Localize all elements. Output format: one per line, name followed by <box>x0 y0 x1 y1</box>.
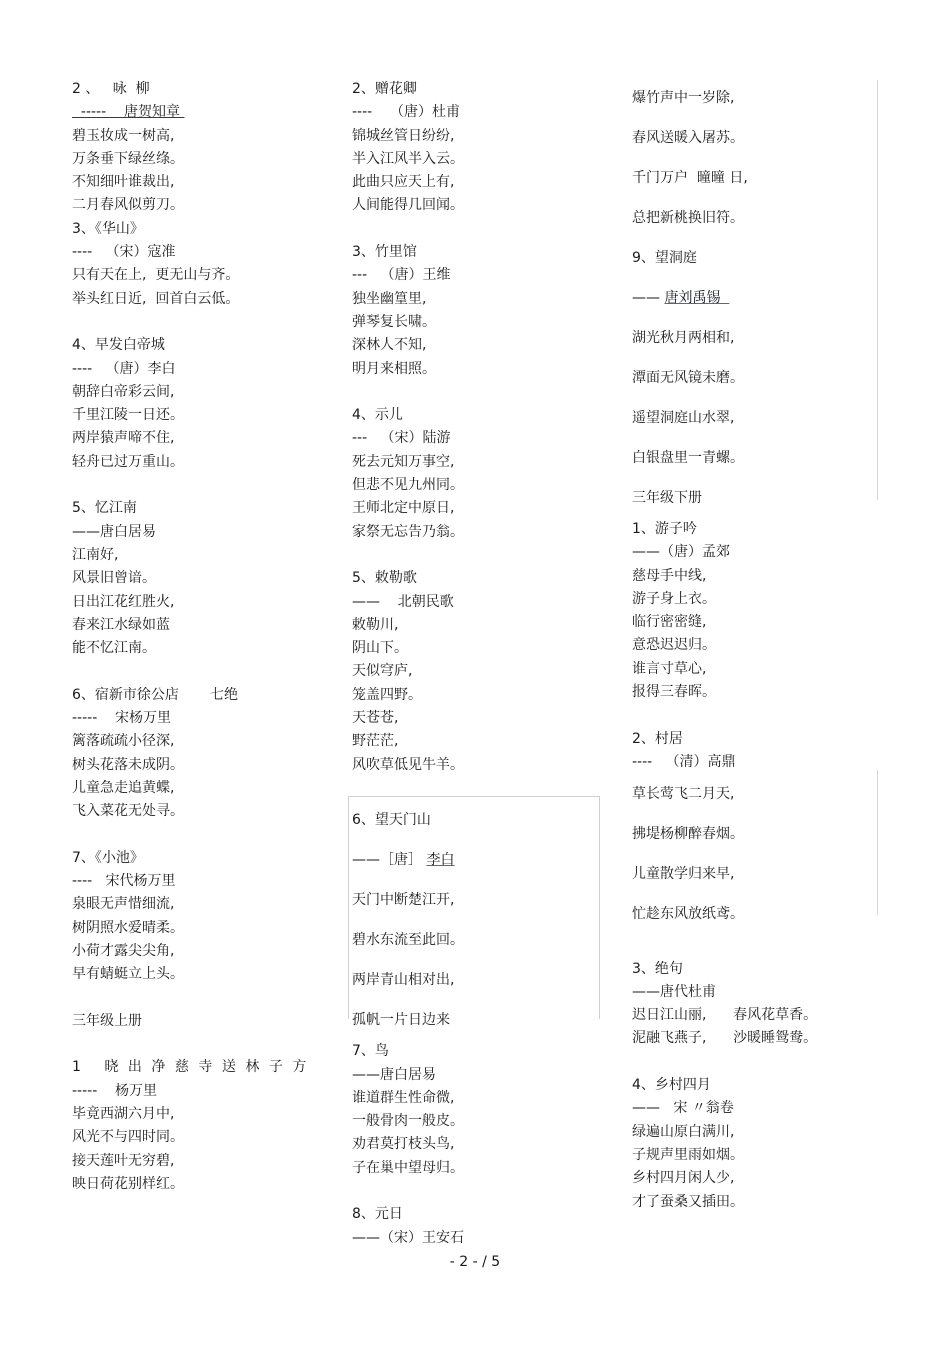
line-text: 4、早发白帝城 <box>72 337 165 354</box>
poem-line <box>352 427 597 450</box>
poem-line <box>632 1167 872 1190</box>
line-text: 6、望天门山 <box>352 812 431 829</box>
poem-line <box>352 1110 597 1133</box>
poem-line <box>632 1027 872 1050</box>
line-text: 湖光秋月两相和, <box>632 330 735 346</box>
poem-line <box>72 707 327 730</box>
poem-line <box>72 194 327 217</box>
line-text: 能不忆江南。 <box>72 640 156 657</box>
poem-line <box>352 497 597 520</box>
line-text: 3、绝句 <box>632 960 683 977</box>
poem-line <box>632 1004 872 1027</box>
line-text: 万条垂下绿丝绦。 <box>72 150 184 167</box>
blank-line <box>632 1051 872 1074</box>
poem-line <box>632 1074 872 1097</box>
poem-line <box>72 404 327 427</box>
line-text: 遥望洞庭山水翠, <box>632 410 735 426</box>
line-text: 春来江水绿如蓝 <box>72 616 170 633</box>
poem-line <box>352 730 597 753</box>
line-text: 阴山下。 <box>352 640 408 657</box>
line-text: 千里江陵一日还。 <box>72 407 184 424</box>
poem-line <box>72 800 327 823</box>
poem-line <box>352 125 597 148</box>
poem-line <box>72 1080 327 1103</box>
line-text: 5、忆江南 <box>72 500 137 517</box>
poem-line <box>72 1103 327 1126</box>
line-text: 谁言寸草心, <box>632 660 707 677</box>
blank-line <box>72 311 327 334</box>
poem-line <box>632 1191 872 1214</box>
blank-line <box>352 381 597 404</box>
poem-line <box>632 478 872 518</box>
poem-line <box>632 611 872 634</box>
line-text: 江南好, <box>72 546 119 563</box>
line-text: 但悲不见九州同。 <box>352 477 464 494</box>
poem-line <box>632 814 872 854</box>
line-text: —— <box>632 290 665 306</box>
poem-line <box>632 78 872 118</box>
blank-line <box>72 660 327 683</box>
poem-line <box>632 958 872 981</box>
line-text: 不知细叶谁裁出, <box>72 174 175 191</box>
poem-line <box>352 1133 597 1156</box>
line-text: 死去元知万事空, <box>352 453 455 470</box>
line-text: 子在巢中望母归。 <box>352 1159 464 1176</box>
line-text: 笼盖四野。 <box>352 686 422 703</box>
poem-line <box>632 158 872 198</box>
line-text: ---- （唐）杜甫 <box>352 104 461 121</box>
line-text: ——唐代杜甫 <box>632 983 716 1000</box>
poem-line <box>632 981 872 1004</box>
line-text: 3、竹里馆 <box>352 244 417 261</box>
line-text: 儿童散学归来早, <box>632 866 735 883</box>
poem-line <box>72 1010 327 1033</box>
line-text: 树头花落未成阴。 <box>72 756 184 773</box>
line-text: ——唐白居易 <box>352 1066 436 1083</box>
poem-line <box>72 427 327 450</box>
poem-line <box>632 438 872 478</box>
line-text: 两岸青山相对出, <box>352 972 455 989</box>
poem-line <box>632 728 872 751</box>
blank-line <box>72 1033 327 1056</box>
line-text: 风景旧曾谙。 <box>72 570 156 587</box>
poem-line <box>72 171 327 194</box>
poem-line <box>72 334 327 357</box>
blank-line <box>352 218 597 241</box>
line-text: 天苍苍, <box>352 710 399 727</box>
blank-line <box>72 824 327 847</box>
line-text: 敕勒川, <box>352 616 399 633</box>
line-text: 3、《华山》 <box>72 220 144 237</box>
poem-line <box>72 381 327 404</box>
poem-line <box>632 198 872 238</box>
poem-line <box>72 125 327 148</box>
poem-line <box>72 591 327 614</box>
poem-line <box>632 681 872 704</box>
poem-line <box>72 1126 327 1149</box>
line-text: 日出江花红胜火, <box>72 593 175 610</box>
poem-line <box>352 171 597 194</box>
poem-line <box>72 684 327 707</box>
table-border-right-upper <box>877 80 878 500</box>
poem-line <box>632 774 872 814</box>
line-text: 风吹草低见牛羊。 <box>352 756 464 773</box>
poem-line <box>352 591 597 614</box>
poem-line <box>72 754 327 777</box>
line-text: ----- 宋杨万里 <box>72 710 172 727</box>
line-text: ---- （清）高鼎 <box>632 753 736 770</box>
line-text: ----- 唐贺知章 <box>72 104 185 121</box>
line-text: 树阴照水爱晴柔。 <box>72 919 184 936</box>
poem-line <box>352 754 597 777</box>
blank-line <box>72 474 327 497</box>
poem-line <box>72 264 327 287</box>
line-text: 毕竟西湖六月中, <box>72 1106 175 1123</box>
poem-line <box>72 78 327 101</box>
line-text: ---- （唐）李白 <box>72 360 176 377</box>
line-text: ---- （宋）寇准 <box>72 244 176 261</box>
line-text: --- （宋）陆游 <box>352 430 451 447</box>
poem-line <box>72 1173 327 1196</box>
line-text: 6、宿新市徐公店 七绝 <box>72 686 239 703</box>
line-text: 5、敕勒歌 <box>352 570 417 587</box>
line-text: 风光不与四时同。 <box>72 1129 184 1146</box>
column-middle <box>352 78 597 1250</box>
poem-line <box>352 637 597 660</box>
line-text: 人间能得几回闻。 <box>352 197 464 214</box>
poem-line <box>352 451 597 474</box>
line-text: 映日荷花别样红。 <box>72 1175 184 1192</box>
line-text: 儿童急走追黄蝶, <box>72 779 175 796</box>
line-text: 潭面无风镜未磨。 <box>632 370 744 386</box>
poem-line <box>72 847 327 870</box>
line-text: —— 宋 〃翁卷 <box>632 1100 734 1117</box>
line-text: 忙趁东风放纸鸢。 <box>632 906 744 923</box>
line-text: 三年级下册 <box>632 490 702 506</box>
blank-line <box>352 544 597 567</box>
line-text: 天似穹庐, <box>352 663 413 680</box>
line-text: 慈母手中线, <box>632 567 707 584</box>
poem-line <box>632 894 872 934</box>
line-text: 篱落疏疏小径深, <box>72 733 175 750</box>
line-text: 二月春风似剪刀。 <box>72 197 184 214</box>
poem-line <box>72 451 327 474</box>
poem-line <box>72 893 327 916</box>
poem-line <box>632 518 872 541</box>
poem-line <box>72 614 327 637</box>
line-text: 两岸猿声啼不住, <box>72 430 175 447</box>
line-text: 轻舟已过万重山。 <box>72 453 184 470</box>
poem-line <box>352 567 597 590</box>
poem-line <box>632 565 872 588</box>
poem-line <box>352 521 597 544</box>
blank-line <box>72 987 327 1010</box>
line-text: 天门中断楚江开, <box>352 892 455 909</box>
poem-line <box>72 497 327 520</box>
line-text: 早有蜻蜓立上头。 <box>72 966 184 983</box>
poem-line <box>72 963 327 986</box>
line-text: 深林人不知, <box>352 337 427 354</box>
poem-line <box>72 1056 327 1079</box>
line-text: 劝君莫打枝头鸟, <box>352 1136 455 1153</box>
poem-line <box>72 544 327 567</box>
poem-line <box>632 278 872 318</box>
line-text: 此曲只应天上有, <box>352 174 455 191</box>
line-text: 家祭无忘告乃翁。 <box>352 523 464 540</box>
poem-line <box>72 1150 327 1173</box>
poem-line <box>352 264 597 287</box>
line-text: 接天莲叶无穷碧, <box>72 1152 175 1169</box>
poem-line <box>352 288 597 311</box>
poem-line <box>352 78 597 101</box>
line-text: 白银盘里一青螺。 <box>632 450 744 466</box>
poem-line <box>352 614 597 637</box>
line-text: 9、望洞庭 <box>632 250 697 266</box>
line-text: ——（宋）王安石 <box>352 1229 464 1246</box>
poem-line <box>72 288 327 311</box>
line-text: 举头红日近, 回首白云低。 <box>72 290 240 307</box>
poem-line <box>352 660 597 683</box>
line-text: 一般骨肉一般皮。 <box>352 1113 464 1130</box>
poem-line <box>72 101 327 124</box>
poem-line <box>352 358 597 381</box>
line-text: 绿遍山原白满川, <box>632 1123 735 1140</box>
poem-line <box>352 707 597 730</box>
poem-line <box>632 751 872 774</box>
poem-line <box>352 148 597 171</box>
blank-line <box>352 1180 597 1203</box>
page-number: - 2 - / 5 <box>449 1254 501 1270</box>
poem-line <box>632 118 872 158</box>
poem-line <box>632 318 872 358</box>
poem-line <box>352 241 597 264</box>
poem-line <box>632 1121 872 1144</box>
line-text: 只有天在上, 更无山与齐。 <box>72 267 240 284</box>
poem-line <box>352 1157 597 1180</box>
poem-line <box>72 148 327 171</box>
blank-line <box>632 934 872 957</box>
poem-line <box>352 404 597 427</box>
line-text: 朝辞白帝彩云间, <box>72 383 175 400</box>
line-text: 临行密密缝, <box>632 614 707 631</box>
line-text: 1 晓出净慈寺送林子方 <box>72 1059 316 1076</box>
poem-line <box>72 521 327 544</box>
line-text: 意恐迟迟归。 <box>632 637 716 654</box>
line-text: 7、《小池》 <box>72 849 144 866</box>
line-text: 碧玉妆成一树高, <box>72 127 175 144</box>
poem-line <box>72 917 327 940</box>
author-name: 唐刘禹锡 <box>664 290 730 306</box>
line-text: 泉眼无声惜细流, <box>72 896 175 913</box>
line-text: 8、元日 <box>352 1206 403 1223</box>
line-text: 1、游子吟 <box>632 521 697 537</box>
poem-line <box>352 101 597 124</box>
blank-line <box>632 704 872 727</box>
line-text: 2 、 咏 柳 <box>72 81 150 97</box>
poem-line <box>72 637 327 660</box>
line-text: 7、鸟 <box>352 1043 389 1060</box>
poem-line <box>632 634 872 657</box>
poem-line <box>632 238 872 278</box>
line-text: 迟日江山丽, 春风花草香。 <box>632 1007 818 1024</box>
line-text: 独坐幽篁里, <box>352 290 427 307</box>
line-text: 王师北定中原日, <box>352 500 455 517</box>
poem-line <box>72 241 327 264</box>
poem-line <box>352 1040 597 1063</box>
poem-line <box>352 1203 597 1226</box>
line-text: 乡村四月闲人少, <box>632 1170 735 1187</box>
table-border-right-lower <box>877 770 878 915</box>
author-name: 李白 <box>426 852 455 869</box>
poem-line <box>632 1144 872 1167</box>
line-text: 子规声里雨如烟。 <box>632 1146 744 1163</box>
line-text: 爆竹声中一岁除, <box>632 90 735 106</box>
poem-line <box>352 684 597 707</box>
line-text: 锦城丝管日纷纷, <box>352 127 455 144</box>
table-frame-wangtianmen <box>348 796 600 1019</box>
poem-line <box>72 358 327 381</box>
line-text: 才了蚕桑又插田。 <box>632 1193 744 1210</box>
line-text: 拂堤杨柳醉春烟。 <box>632 826 744 843</box>
line-text: 半入江风半入云。 <box>352 150 464 167</box>
line-text: 泥融飞燕子, 沙暖睡鸳鸯。 <box>632 1030 818 1047</box>
line-text: 谁道群生性命微, <box>352 1089 455 1106</box>
line-text: 孤帆一片日边来 <box>352 1012 450 1029</box>
line-text: 2、赠花卿 <box>352 81 417 97</box>
line-text: ---- 宋代杨万里 <box>72 873 176 890</box>
poem-line <box>352 334 597 357</box>
poem-line <box>352 1064 597 1087</box>
poem-line <box>352 1227 597 1250</box>
line-text: 4、乡村四月 <box>632 1077 711 1094</box>
column-left <box>72 78 327 1196</box>
line-text: 弹琴复长啸。 <box>352 313 436 330</box>
poem-line <box>72 218 327 241</box>
poem-line <box>72 870 327 893</box>
poem-line <box>632 541 872 564</box>
column-right <box>632 78 872 1214</box>
line-text: ——（唐）孟郊 <box>632 544 730 561</box>
poem-line <box>72 567 327 590</box>
poem-line <box>352 311 597 334</box>
line-text: —— 北朝民歌 <box>352 593 454 610</box>
line-text: 总把新桃换旧符。 <box>632 210 744 226</box>
line-text: 小荷才露尖尖角, <box>72 942 175 959</box>
line-text: 碧水东流至此回。 <box>352 932 464 949</box>
poem-line <box>632 854 872 894</box>
line-text: 报得三春晖。 <box>632 684 716 701</box>
poem-line <box>72 777 327 800</box>
line-text: 春风送暖入屠苏。 <box>632 130 744 146</box>
poem-line <box>72 940 327 963</box>
poem-line <box>632 588 872 611</box>
poem-line <box>352 474 597 497</box>
line-text: 4、示儿 <box>352 407 403 424</box>
line-text: 游子身上衣。 <box>632 590 716 607</box>
line-text: --- （唐）王维 <box>352 267 451 284</box>
line-text: 明月来相照。 <box>352 360 436 377</box>
poem-line <box>632 1097 872 1120</box>
line-text: ——唐白居易 <box>72 523 156 540</box>
poem-line <box>352 1087 597 1110</box>
line-text: ——［唐］ <box>352 852 427 869</box>
poem-line <box>632 658 872 681</box>
poem-line <box>632 398 872 438</box>
line-text: 2、村居 <box>632 730 683 747</box>
poem-line <box>632 358 872 398</box>
line-text: ----- 杨万里 <box>72 1082 158 1099</box>
poem-line <box>72 730 327 753</box>
line-text: 草长莺飞二月天, <box>632 786 735 803</box>
line-text: 野茫茫, <box>352 733 399 750</box>
line-text: 千门万户 曈曈 日, <box>632 170 748 186</box>
line-text: 三年级上册 <box>72 1012 142 1029</box>
line-text: 飞入菜花无处寻。 <box>72 803 184 820</box>
poem-line <box>352 194 597 217</box>
